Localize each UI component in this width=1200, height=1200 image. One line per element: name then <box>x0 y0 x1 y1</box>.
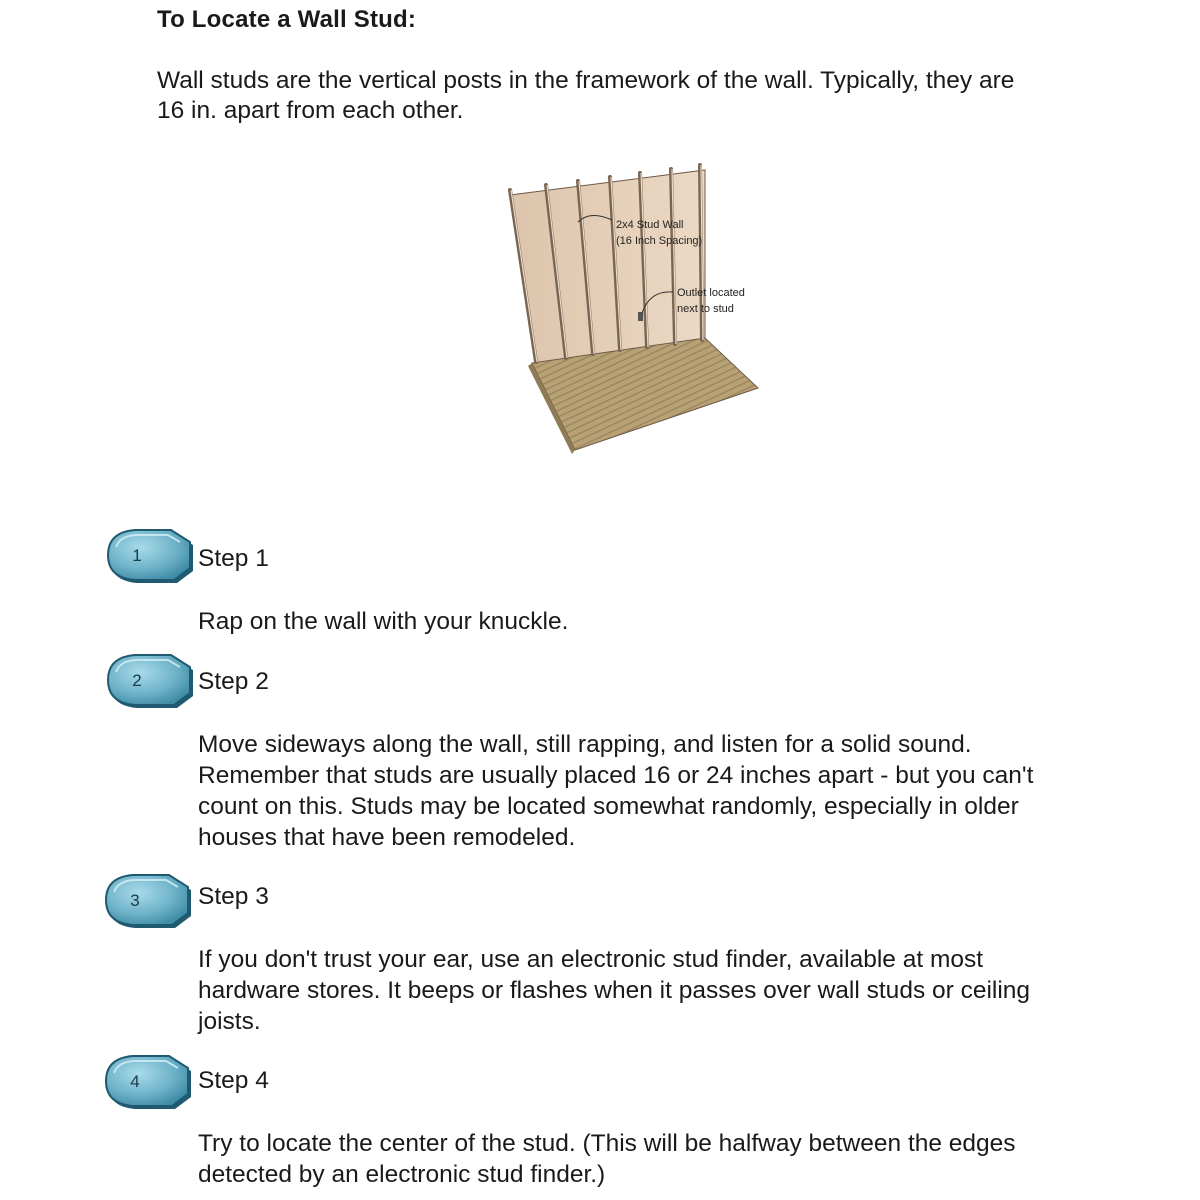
step-4-line: Try to locate the center of the stud. (This will be halfway between the edges <box>198 1130 1016 1157</box>
wall-label-line1: 2x4 Stud Wall <box>616 219 684 231</box>
outlet-label-line2: next to stud <box>677 303 734 315</box>
step-1-title: Step 1 <box>198 545 269 572</box>
step-3-badge <box>104 872 194 930</box>
step-2-badge <box>106 652 196 710</box>
step-3-line: If you don't trust your ear, use an electronic stud finder, available at most <box>198 946 984 973</box>
step-3-title: Step 3 <box>198 883 269 910</box>
intro-line: Wall studs are the vertical posts in the framework of the wall. Typically, they are <box>157 67 1015 94</box>
step-4-text <box>198 1128 1158 1190</box>
step-2-title: Step 2 <box>198 668 269 695</box>
step-2-line: Move sideways along the wall, still rapping, and listen for a solid sound. <box>198 731 972 758</box>
intro-line: 16 in. apart from each other. <box>157 97 464 124</box>
step-3-text <box>198 944 1158 1037</box>
step-3-number: 3 <box>130 891 140 910</box>
step-4-line: detected by an electronic stud finder.) <box>198 1161 606 1188</box>
step-1-text <box>198 606 1158 637</box>
outlet-label-line1: Outlet located <box>677 287 745 299</box>
step-1-badge <box>106 527 196 585</box>
step-2-line: count on this. Studs may be located somewhat randomly, especially in older <box>198 793 1019 820</box>
step-2-text <box>198 729 1158 853</box>
step-4-badge <box>104 1053 194 1111</box>
stud-wall-illustration <box>490 150 790 465</box>
step-4-number: 4 <box>130 1072 140 1091</box>
step-3-line: hardware stores. It beeps or flashes when it passes over wall studs or ceiling <box>198 977 1031 1004</box>
step-2-line: houses that have been remodeled. <box>198 824 576 851</box>
step-2-line: Remember that studs are usually placed 16 or 24 inches apart - but you can't <box>198 762 1034 789</box>
page-title: To Locate a Wall Stud: <box>157 6 417 33</box>
intro-paragraph <box>157 66 1137 126</box>
step-1-line: Rap on the wall with your knuckle. <box>198 608 569 635</box>
wall-label-line2: (16 Inch Spacing) <box>616 235 703 247</box>
step-1-number: 1 <box>132 546 142 565</box>
step-3-line: joists. <box>198 1008 261 1035</box>
step-4-title: Step 4 <box>198 1067 269 1094</box>
stud-wall-drawing <box>490 150 790 460</box>
step-2-number: 2 <box>132 671 142 690</box>
